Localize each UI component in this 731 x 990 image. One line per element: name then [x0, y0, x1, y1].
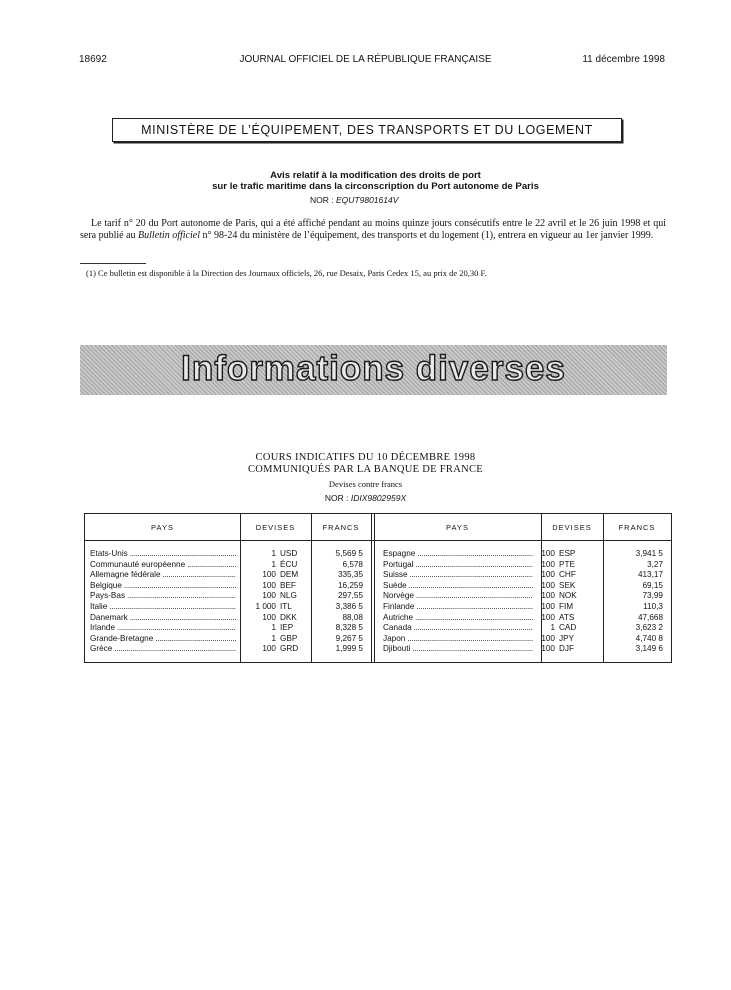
- table-row: [90, 623, 366, 634]
- table-row: [90, 560, 366, 571]
- table-row: [90, 644, 366, 655]
- header-divider: [85, 540, 671, 541]
- franc-rate: 297,55: [337, 591, 363, 601]
- page-number: 18692: [79, 54, 107, 65]
- header-devises-right: DEVISES: [552, 523, 592, 532]
- table-row: [383, 560, 666, 571]
- currency-quantity: 1: [550, 623, 555, 633]
- currency-quantity: 1: [271, 623, 276, 633]
- currency-code: ESP: [559, 549, 576, 558]
- currency-code: PTE: [559, 559, 575, 569]
- currency-code: GBP: [280, 633, 298, 643]
- cours-title-line2: COMMUNIQUÉS PAR LA BANQUE DE FRANCE: [247, 464, 483, 475]
- table-row: [383, 623, 666, 634]
- table-row: [383, 602, 666, 613]
- franc-rate: 3,623 2: [635, 623, 663, 633]
- currency-quantity: 100: [541, 601, 555, 611]
- currency-quantity: 100: [541, 580, 555, 590]
- franc-rate: 16,259: [337, 580, 363, 590]
- country-name: Grèce .....: [90, 644, 236, 655]
- avis-nor-code: EQUT9801614V: [336, 195, 399, 205]
- country-name: Belgique .....: [90, 581, 236, 592]
- currency-quantity: 100: [262, 570, 276, 580]
- avis-title-line2: sur le trafic maritime dans la circonscription du Port autonome de Paris: [212, 181, 539, 192]
- franc-rate: 335,35: [337, 570, 363, 580]
- table-row: [383, 581, 666, 592]
- currency-code: CHF: [559, 570, 576, 580]
- country-name: Portugal .....: [383, 560, 533, 571]
- table-row: [383, 591, 666, 602]
- table-row: [383, 570, 666, 581]
- franc-rate: 1,999 5: [335, 644, 363, 654]
- currency-code: SEK: [559, 580, 576, 590]
- franc-rate: 73,99: [642, 591, 663, 601]
- country-name: Irlande .....: [90, 623, 236, 634]
- franc-rate: 110,3: [643, 601, 663, 611]
- exchange-rates-table: [84, 513, 672, 663]
- avis-body-text: Le tarif n° 20 du Port autonome de Paris, qui a été affiché pendant au moins quinze jours consécutifs entre le 22 avril et le 26 juin 1998 et qui sera publié au: [80, 218, 666, 241]
- currency-code: FIM: [559, 601, 574, 611]
- footnote-divider: [80, 263, 146, 264]
- country-name: Espagne .....: [383, 549, 533, 560]
- currency-quantity: 100: [541, 570, 555, 580]
- franc-rate: 4,740 8: [635, 633, 663, 643]
- rates-rows-right: [383, 549, 666, 655]
- section-banner: [80, 345, 667, 395]
- avis-body-text-end: n° 98-24 du ministère de l’équipement, des transports et du logement (1), entrera en vigueur au 1er janvier 1999.: [199, 229, 654, 241]
- franc-rate: 5,569 5: [335, 549, 363, 558]
- country-name: Suède .....: [383, 581, 533, 592]
- currency-code: CAD: [559, 623, 577, 633]
- currency-quantity: 1: [271, 549, 276, 558]
- currency-quantity: 1: [271, 559, 276, 569]
- currency-code: GRD: [280, 644, 299, 654]
- currency-quantity: 100: [262, 591, 276, 601]
- header-pays-right: PAYS: [446, 523, 469, 532]
- header-pays-left: PAYS: [151, 523, 174, 532]
- country-name: Autriche .....: [383, 613, 533, 624]
- table-row: [90, 613, 366, 624]
- column-divider: [374, 514, 375, 662]
- currency-code: JPY: [559, 633, 575, 643]
- currency-quantity: 100: [541, 633, 555, 643]
- currency-code: ITL: [280, 601, 292, 611]
- table-row: [90, 634, 366, 645]
- country-name: Allemagne fédérale .....: [90, 570, 236, 581]
- currency-code: ATS: [559, 612, 575, 622]
- country-name: Canada .....: [383, 623, 533, 634]
- ministry-heading: MINISTÈRE DE L’ÉQUIPEMENT, DES TRANSPORTS ET DU LOGEMENT: [112, 118, 622, 142]
- franc-rate: 3,27: [647, 559, 663, 569]
- table-row: [90, 570, 366, 581]
- franc-rate: 88,08: [342, 612, 363, 622]
- currency-quantity: 100: [541, 549, 555, 558]
- currency-quantity: 100: [541, 612, 555, 622]
- currency-quantity: 100: [541, 644, 555, 654]
- header-devises-left: DEVISES: [255, 523, 296, 532]
- publication-date: 11 décembre 1998: [582, 54, 665, 65]
- franc-rate: 9,267 5: [335, 633, 363, 643]
- section-title: Informations diverses: [181, 349, 566, 388]
- rates-rows-left: [90, 549, 366, 655]
- cours-nor-code: IDIX9802959X: [350, 493, 407, 503]
- franc-rate: 6,578: [342, 559, 363, 569]
- avis-body-italic: Bulletin officiel: [138, 229, 200, 241]
- currency-code: ÉCU: [280, 559, 298, 569]
- currency-code: DJF: [559, 644, 575, 654]
- avis-nor-label: NOR :: [310, 195, 334, 205]
- table-row: [90, 581, 366, 592]
- country-name: Pays-Bas .....: [90, 591, 236, 602]
- franc-rate: 413,17: [637, 570, 663, 580]
- currency-code: NOK: [559, 591, 577, 601]
- table-row: [383, 634, 666, 645]
- country-name: Suisse .....: [383, 570, 533, 581]
- avis-nor: [310, 195, 398, 205]
- franc-rate: 3,386 5: [335, 601, 363, 611]
- header-francs-right: FRANCS: [618, 523, 656, 532]
- cours-nor: [0, 493, 731, 503]
- currency-quantity: 100: [262, 612, 276, 622]
- table-row: [383, 644, 666, 655]
- country-name: Norvège .....: [383, 591, 533, 602]
- column-divider: [371, 514, 372, 662]
- currency-quantity: 1 000: [255, 601, 276, 611]
- currency-quantity: 100: [541, 559, 555, 569]
- franc-rate: 8,328 5: [335, 623, 363, 633]
- franc-rate: 47,668: [637, 612, 663, 622]
- currency-code: NLG: [280, 591, 297, 601]
- header-francs-left: FRANCS: [322, 523, 360, 532]
- table-row: [90, 549, 366, 560]
- franc-rate: 3,149 6: [635, 644, 663, 654]
- cours-title-line1: COURS INDICATIFS DU 10 DÉCEMBRE 1998: [255, 452, 476, 463]
- cours-nor-label: NOR :: [324, 493, 349, 503]
- country-name: Communauté européenne .....: [90, 560, 236, 571]
- currency-quantity: 100: [541, 591, 555, 601]
- journal-title: JOURNAL OFFICIEL DE LA RÉPUBLIQUE FRANÇAISE: [239, 54, 492, 65]
- country-name: Japon .....: [383, 634, 533, 645]
- franc-rate: 69,15: [642, 580, 663, 590]
- avis-title-line1: Avis relatif à la modification des droits de port: [270, 170, 481, 181]
- avis-body: [80, 218, 666, 241]
- currency-code: DEM: [280, 570, 299, 580]
- country-name: Grande-Bretagne .....: [90, 634, 236, 645]
- country-name: Finlande .....: [383, 602, 533, 613]
- table-row: [90, 591, 366, 602]
- currency-code: USD: [280, 549, 298, 558]
- footnote: (1) Ce bulletin est disponible à la Direction des Journaux officiels, 26, rue Desaix, Paris Cedex 15, au prix de 20,30 F.: [86, 268, 487, 278]
- table-row: [383, 549, 666, 560]
- country-name: Etats-Unis .....: [90, 549, 236, 560]
- country-name: Danemark .....: [90, 613, 236, 624]
- country-name: Djibouti .....: [383, 644, 533, 655]
- currency-code: IEP: [280, 623, 294, 633]
- table-row: [90, 602, 366, 613]
- table-row: [383, 613, 666, 624]
- franc-rate: 3,941 5: [635, 549, 663, 558]
- currency-quantity: 1: [271, 633, 276, 643]
- currency-quantity: 100: [262, 580, 276, 590]
- country-name: Italie .....: [90, 602, 236, 613]
- cours-subtitle: Devises contre francs: [328, 479, 403, 489]
- currency-quantity: 100: [262, 644, 276, 654]
- currency-code: DKK: [280, 612, 297, 622]
- currency-code: BEF: [280, 580, 296, 590]
